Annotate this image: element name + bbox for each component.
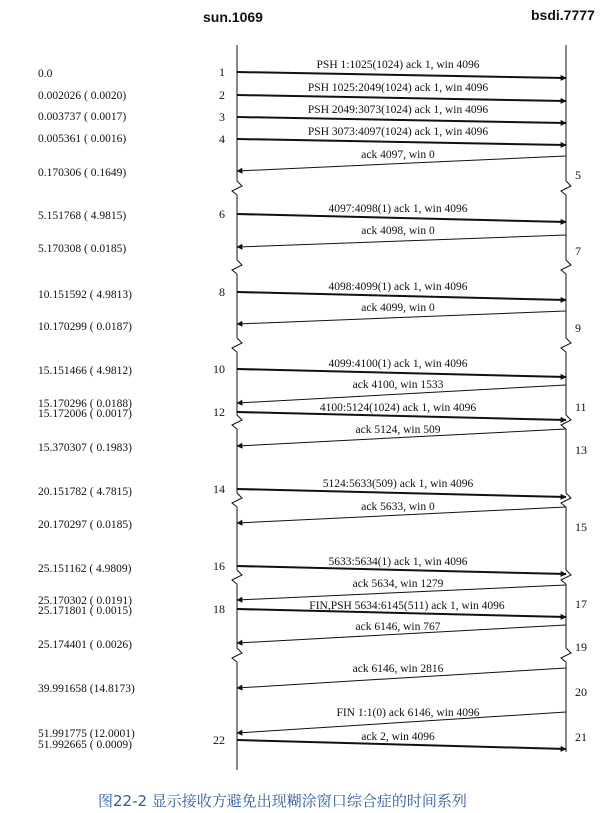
timestamp: 39.991658 (14.8173) bbox=[38, 683, 135, 695]
timestamp: 20.170297 ( 0.0185) bbox=[38, 519, 132, 531]
segment-label: ack 6146, win 767 bbox=[355, 621, 441, 633]
segment-label: ack 5633, win 0 bbox=[361, 501, 435, 513]
segment-arrow-8 bbox=[237, 292, 566, 300]
segment-arrow-3 bbox=[237, 117, 566, 123]
segment-label: ack 5634, win 1279 bbox=[352, 578, 444, 590]
timeline-break bbox=[232, 648, 242, 662]
timeline-break bbox=[561, 181, 571, 195]
segment-number: 1 bbox=[219, 65, 225, 79]
segment-number: 20 bbox=[575, 685, 587, 699]
segment-number: 4 bbox=[219, 132, 225, 146]
timestamp: 25.170302 ( 0.0191) bbox=[38, 595, 132, 607]
timestamp: 25.174401 ( 0.0026) bbox=[38, 639, 132, 651]
timeline-break bbox=[232, 181, 242, 195]
segment-label: ack 4099, win 0 bbox=[361, 302, 435, 314]
segment-number: 8 bbox=[219, 285, 225, 299]
segment-number: 14 bbox=[213, 482, 225, 496]
timeline-break bbox=[232, 493, 242, 507]
segment-number: 17 bbox=[575, 597, 587, 611]
timestamp: 0.005361 ( 0.0016) bbox=[38, 133, 127, 145]
host-left-label: sun.1069 bbox=[203, 9, 263, 25]
segment-label: 4100:5124(1024) ack 1, win 4096 bbox=[319, 402, 477, 414]
segment-number: 9 bbox=[575, 321, 581, 335]
segment-label: PSH 1025:2049(1024) ack 1, win 4096 bbox=[307, 82, 489, 94]
segment-arrow-10 bbox=[237, 369, 566, 377]
segment-arrows bbox=[213, 59, 587, 749]
segment-label: 5633:5634(1) ack 1, win 4096 bbox=[328, 556, 468, 568]
timestamp: 0.002026 ( 0.0020) bbox=[38, 90, 127, 102]
segment-number: 6 bbox=[219, 207, 225, 221]
segment-label: 4099:4100(1) ack 1, win 4096 bbox=[328, 358, 468, 370]
timestamp: 15.370307 ( 0.1983) bbox=[38, 442, 132, 454]
segment-number: 11 bbox=[575, 400, 587, 414]
segment-number: 16 bbox=[213, 559, 225, 573]
timestamp: 51.991775 (12.0001) bbox=[38, 728, 135, 740]
timeline-break bbox=[232, 260, 242, 274]
timestamp: 5.170308 ( 0.0185) bbox=[38, 243, 127, 255]
segment-label: 4097:4098(1) ack 1, win 4096 bbox=[328, 203, 468, 215]
timestamp: 25.171801 ( 0.0015) bbox=[38, 605, 132, 617]
segment-number: 19 bbox=[575, 640, 587, 654]
timeline-break bbox=[232, 415, 242, 429]
timestamp-column bbox=[38, 68, 135, 751]
host-right-label: bsdi.7777 bbox=[531, 7, 595, 23]
segment-number: 5 bbox=[575, 168, 581, 182]
timeline-break bbox=[561, 338, 571, 352]
segment-number: 12 bbox=[213, 405, 225, 419]
segment-number: 15 bbox=[575, 520, 587, 534]
segment-arrow-2 bbox=[237, 95, 566, 101]
timeline-break bbox=[561, 415, 571, 429]
timeline-break bbox=[561, 260, 571, 274]
segment-label: 4098:4099(1) ack 1, win 4096 bbox=[328, 281, 468, 293]
segment-number: 21 bbox=[575, 730, 587, 744]
segment-arrow-1 bbox=[237, 72, 566, 78]
segment-label: ack 5124, win 509 bbox=[355, 424, 441, 436]
timestamp: 0.170306 ( 0.1649) bbox=[38, 167, 127, 179]
timestamp: 0.0 bbox=[38, 68, 53, 80]
segment-label: ack 4098, win 0 bbox=[361, 225, 435, 237]
timestamp: 25.151162 ( 4.9809) bbox=[38, 563, 132, 575]
timestamp: 20.151782 ( 4.7815) bbox=[38, 486, 132, 498]
segment-number: 7 bbox=[575, 244, 581, 258]
timestamp: 10.170299 ( 0.0187) bbox=[38, 321, 132, 333]
timestamp: 15.172006 ( 0.0017) bbox=[38, 408, 132, 420]
timeline-break bbox=[561, 570, 571, 584]
segment-arrow-6 bbox=[237, 214, 566, 222]
segment-number: 2 bbox=[219, 88, 225, 102]
timestamp: 15.170296 ( 0.0188) bbox=[38, 398, 132, 410]
segment-label: ack 2, win 4096 bbox=[361, 731, 435, 743]
segment-label: PSH 2049:3073(1024) ack 1, win 4096 bbox=[307, 104, 489, 116]
segment-label: ack 4097, win 0 bbox=[361, 149, 435, 161]
segment-arrow-14 bbox=[237, 489, 566, 497]
segment-label: ack 4100, win 1533 bbox=[352, 379, 444, 391]
timeline-break bbox=[232, 570, 242, 584]
segment-label: 5124:5633(509) ack 1, win 4096 bbox=[322, 478, 474, 490]
figure-caption: 图22-2 显示接收方避免出现糊涂窗口综合症的时间系列 bbox=[98, 792, 467, 810]
timestamp: 5.151768 ( 4.9815) bbox=[38, 210, 127, 222]
segment-number: 22 bbox=[213, 733, 225, 747]
segment-number: 18 bbox=[213, 602, 225, 616]
segment-label: ack 6146, win 2816 bbox=[352, 663, 444, 675]
segment-number: 3 bbox=[219, 110, 225, 124]
segment-number: 13 bbox=[575, 443, 587, 457]
segment-number: 10 bbox=[213, 362, 225, 376]
timestamp: 10.151592 ( 4.9813) bbox=[38, 289, 132, 301]
timestamp: 15.151466 ( 4.9812) bbox=[38, 365, 132, 377]
timeline-break bbox=[561, 648, 571, 662]
segment-arrow-4 bbox=[237, 139, 566, 145]
timeline-break bbox=[561, 493, 571, 507]
segment-label: FIN,PSH 5634:6145(511) ack 1, win 4096 bbox=[309, 600, 505, 612]
segment-label: FIN 1:1(0) ack 6146, win 4096 bbox=[336, 707, 480, 719]
timeline-break bbox=[232, 338, 242, 352]
segment-label: PSH 3073:4097(1024) ack 1, win 4096 bbox=[307, 126, 489, 138]
timestamp: 51.992665 ( 0.0009) bbox=[38, 739, 132, 751]
segment-label: PSH 1:1025(1024) ack 1, win 4096 bbox=[316, 59, 480, 71]
timestamp: 0.003737 ( 0.0017) bbox=[38, 111, 127, 123]
